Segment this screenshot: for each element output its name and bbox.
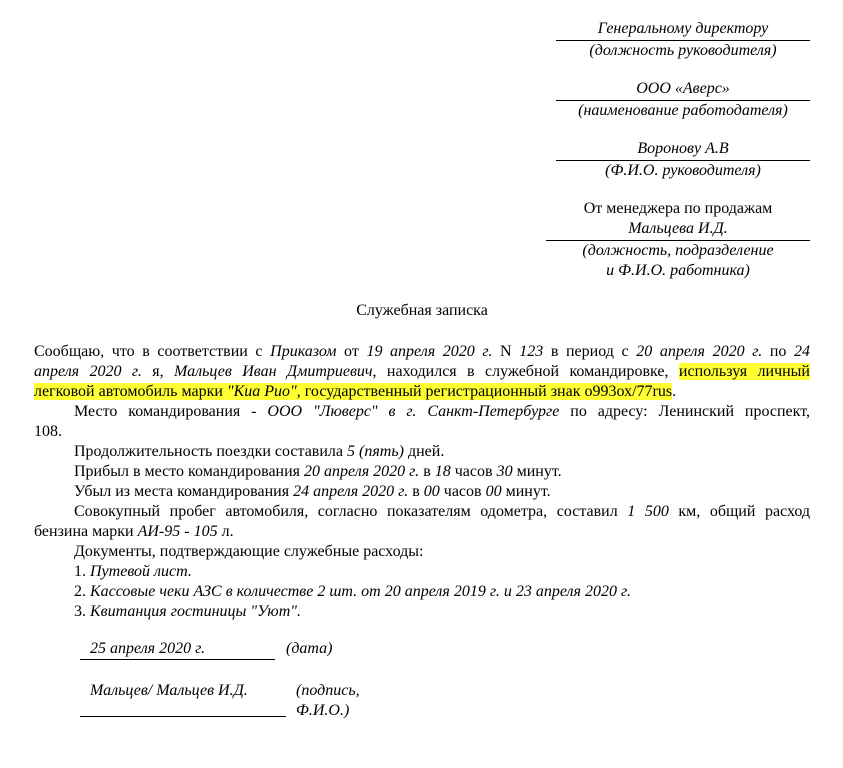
date-caption: (дата)	[286, 640, 333, 657]
trip-end-day: 24	[794, 343, 811, 360]
addressee-position: Генеральному директору	[597, 20, 769, 37]
text-span: минут.	[512, 463, 562, 480]
arrival-hours: 18	[434, 463, 451, 480]
text-span: N	[492, 343, 520, 360]
trip-duration: 5 (пять)	[347, 443, 404, 460]
paragraph-2-line-1	[74, 402, 810, 422]
list-item-text: Кассовые чеки АЗС в количестве 2 шт. от 20 апреля 2019 г. и 23 апреля 2020 г.	[90, 583, 631, 600]
text-span: л.	[217, 523, 234, 540]
text-span: от	[336, 343, 367, 360]
text-span: часов	[439, 483, 486, 500]
car-model: "Киа Рио"	[226, 383, 297, 400]
list-item	[74, 602, 810, 622]
addressee-position-caption: (должность руководителя)	[589, 42, 777, 59]
list-item-number: 3.	[74, 603, 90, 620]
sender-position: От менеджера по продажам	[583, 200, 773, 217]
order-date: 19 апреля 2020 г.	[366, 343, 493, 360]
addressee-name-underline	[556, 160, 810, 161]
text-span: км, общий расход	[668, 503, 811, 520]
document-title: Служебная записка	[356, 302, 488, 319]
highlighted-text: , государственный регистрационный знак	[296, 383, 585, 400]
addressee-name-caption: (Ф.И.О. руководителя)	[605, 162, 761, 179]
employer-name-underline	[556, 100, 810, 101]
departure-hours: 00	[423, 483, 440, 500]
text-span: в	[408, 483, 424, 500]
addressee-name: Воронову А.В	[637, 140, 729, 157]
text-span: Место командирования -	[74, 403, 268, 420]
addressee-position-underline	[556, 40, 810, 41]
signature-underline	[80, 716, 286, 717]
list-item	[74, 562, 810, 582]
highlighted-text: используя личный	[678, 363, 810, 380]
signature-value: Мальцев/ Мальцев И.Д.	[90, 682, 248, 699]
list-item-text: Путевой лист.	[90, 563, 192, 580]
text-span: .	[672, 383, 677, 400]
list-item	[74, 582, 810, 602]
trip-duration-line	[74, 442, 810, 462]
text-span: по адресу: Ленинский проспект,	[559, 403, 810, 420]
mileage-line-2	[34, 522, 810, 542]
departure-minutes: 00	[485, 483, 502, 500]
mileage-line-1	[74, 502, 810, 522]
departure-line	[74, 482, 810, 502]
sender-caption-line-1: (должность, подразделение	[582, 242, 774, 259]
employer-name-caption: (наименование работодателя)	[578, 102, 788, 119]
list-item-number: 1.	[74, 563, 90, 580]
text-span: , находился в служебной командировке,	[372, 363, 679, 380]
text-span: Совокупный пробег автомобиля, согласно показателям одометра, составил	[74, 503, 628, 520]
text-span: 108.	[34, 423, 62, 440]
text-span: бензина марки	[34, 523, 138, 540]
paragraph-2-line-2	[34, 422, 810, 442]
text-span: по	[762, 343, 795, 360]
employee-name: Мальцев Иван Дмитриевич	[174, 363, 373, 380]
paragraph-1-line-2	[34, 362, 810, 382]
signature-caption-line-1: (подпись,	[296, 682, 360, 699]
sender-underline	[546, 240, 810, 241]
text-span: Убыл из места командирования	[74, 483, 294, 500]
text-span: я,	[141, 363, 175, 380]
list-item-number: 2.	[74, 583, 90, 600]
text-span: дней.	[403, 443, 445, 460]
date-value: 25 апреля 2020 г.	[90, 640, 206, 657]
arrival-date: 20 апреля 2020 г.	[304, 463, 420, 480]
fuel-type-amount: АИ-95 - 105	[137, 523, 218, 540]
mileage-value: 1 500	[627, 503, 669, 520]
text-span: Сообщаю, что в соответствии с	[34, 343, 271, 360]
destination-company: ООО "Люверс" в г. Санкт-Петербурге	[267, 403, 560, 420]
order-label: Приказом	[270, 343, 337, 360]
departure-date: 24 апреля 2020 г.	[293, 483, 409, 500]
paragraph-1-line-1	[34, 342, 810, 362]
employer-name: ООО «Аверс»	[636, 80, 730, 97]
signature-caption-line-2: Ф.И.О.)	[296, 702, 350, 719]
arrival-line	[74, 462, 810, 482]
paragraph-1-line-3	[34, 382, 810, 402]
trip-end-month: апреля 2020 г.	[34, 363, 142, 380]
sender-caption-line-2: и Ф.И.О. работника)	[606, 262, 750, 279]
trip-start-date: 20 апреля 2020 г.	[636, 343, 763, 360]
date-underline	[80, 659, 275, 660]
list-item-text: Квитанция гостиницы "Уют".	[90, 603, 301, 620]
text-span: в	[419, 463, 435, 480]
documents-heading: Документы, подтверждающие служебные расходы:	[74, 543, 424, 560]
order-number: 123	[519, 343, 544, 360]
highlighted-text: легковой автомобиль марки	[34, 383, 227, 400]
text-span: часов	[450, 463, 497, 480]
sender-name: Мальцева И.Д.	[628, 220, 728, 237]
text-span: Продолжительность поездки составила	[74, 443, 348, 460]
text-span: минут.	[501, 483, 551, 500]
text-span: Прибыл в место командирования	[74, 463, 305, 480]
text-span: в период с	[543, 343, 637, 360]
arrival-minutes: 30	[496, 463, 513, 480]
registration-plate: о993ох/77rus	[584, 383, 673, 400]
